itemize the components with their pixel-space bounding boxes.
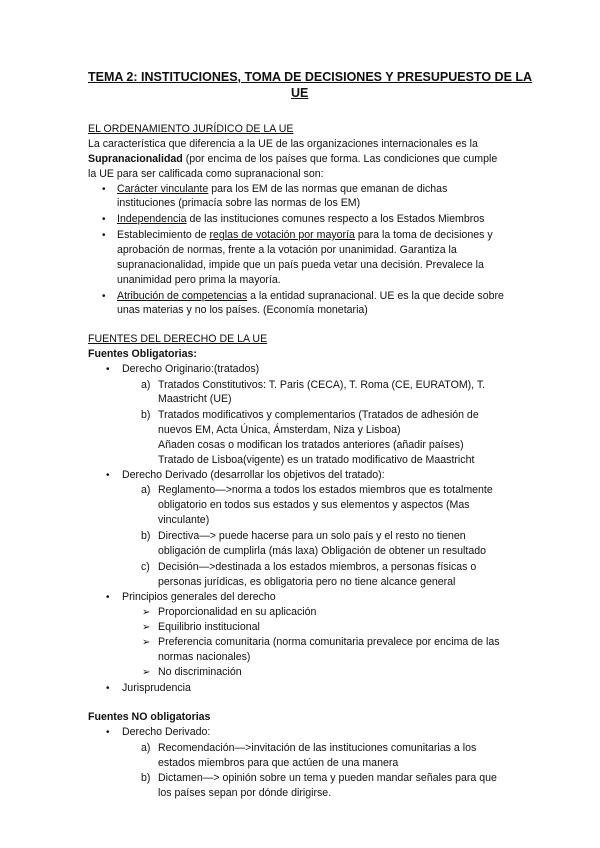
bullet-icon: • <box>106 683 110 694</box>
list-item <box>117 213 484 226</box>
list-item-text: para los EM de las normas que emanan de dichas <box>208 183 448 195</box>
list-marker: a) <box>141 379 151 391</box>
list-item-term: Independencia <box>117 213 187 225</box>
sublist-continuation: personas jurídicas, es obligatoria pero no tiene alcance general <box>158 576 456 588</box>
sublist-item: Decisión—>destinada a los estados miembros, a personas físicas o <box>158 561 477 573</box>
paragraph-line: La característica que diferencia a la UE de las organizaciones internacionales es la <box>88 138 478 150</box>
subheading-no-obligatorias: Fuentes NO obligatorias <box>88 711 211 723</box>
list-marker: a) <box>141 742 151 754</box>
list-marker: c) <box>141 561 150 573</box>
sublist-continuation: obligatorio en todos sus estados y sus elementos y aspectos (Mas <box>158 499 470 511</box>
section-heading-fuentes: FUENTES DEL DERECHO DE LA UE <box>88 333 268 345</box>
list-item-continuation: supranacionalidad, impide que un país pueda vetar una decisión. Prevalece la <box>117 259 484 271</box>
bullet-icon: • <box>102 291 106 302</box>
bullet-icon: • <box>102 230 106 241</box>
list-item-text: para la toma de decisiones y <box>354 229 493 241</box>
sublist-item: Tratados Constitutivos: T. Paris (CECA), T. Roma (CE, EURATOM), T. <box>158 379 486 391</box>
paragraph-text: (por encima de los países que forma. Las condiciones que cumple <box>182 153 498 165</box>
bullet-icon: • <box>102 184 106 195</box>
list-marker: a) <box>141 484 151 496</box>
sublist-item: Recomendación—>invitación de las instituciones comunitarias a los <box>158 742 477 754</box>
sublist-continuation: los países sepan por dónde dirigirse. <box>158 787 332 799</box>
sublist-item: Directiva—> puede hacerse para un solo país y el resto no tienen <box>158 530 466 542</box>
list-item-continuation: instituciones (primacía sobre las normas de los EM) <box>117 197 361 209</box>
paragraph-line <box>88 153 497 166</box>
list-item-term: Carácter vinculante <box>117 183 209 195</box>
list-item <box>117 229 493 242</box>
list-marker: b) <box>141 409 151 421</box>
list-item: Jurisprudencia <box>122 682 191 694</box>
list-item-text: a la entidad supranacional. UE es la que decide sobre <box>247 290 504 302</box>
arrow-bullet-icon: ➢ <box>142 637 151 648</box>
sublist-continuation: obligación de cumplirla (más laxa) Obligación de obtener un resultado <box>158 545 487 557</box>
list-item: Derecho Derivado: <box>122 726 211 738</box>
list-item-text: de las instituciones comunes respecto a los Estados Miembros <box>186 213 485 225</box>
bullet-icon: • <box>106 727 110 738</box>
arrow-bullet-icon: ➢ <box>142 607 151 618</box>
list-item: Derecho Derivado (desarrollar los objetivos del tratado): <box>122 469 385 481</box>
section-heading-ordenamiento: EL ORDENAMIENTO JURÍDICO DE LA UE <box>88 123 294 135</box>
sublist-continuation: normas nacionales) <box>158 651 251 663</box>
subheading-obligatorias: Fuentes Obligatorias: <box>88 348 197 360</box>
page-title-line-2: UE <box>291 86 309 100</box>
list-item-continuation: unas materias y no los países. (Economía monetaria) <box>117 304 368 316</box>
sublist-item: Tratados modificativos y complementarios (Tratados de adhesión de <box>158 409 479 421</box>
list-item: Derecho Originario:(tratados) <box>122 363 260 375</box>
bullet-icon: • <box>106 592 110 603</box>
arrow-bullet-icon: ➢ <box>142 622 151 633</box>
list-marker: b) <box>141 530 151 542</box>
sublist-continuation: nuevos EM, Acta Única, Ámsterdam, Niza y Lisboa) <box>158 424 401 436</box>
list-item-term: Atribución de competencias <box>117 290 248 302</box>
list-item-continuation: aprobación de normas, frente a la votación por unanimidad. Garantiza la <box>117 244 457 256</box>
sublist-item: Preferencia comunitaria (norma comunitaria prevalece por encima de las <box>158 636 500 648</box>
page-title-line-1: TEMA 2: INSTITUCIONES, TOMA DE DECISIONES Y PRESUPUESTO DE LA <box>88 70 533 84</box>
sublist-item: Equilibrio institucional <box>158 621 260 633</box>
sublist-continuation: Añaden cosas o modifican los tratados anteriores (añadir países) <box>158 439 464 451</box>
list-item: Principios generales del derecho <box>122 591 276 603</box>
list-item-term: reglas de votación por mayoría <box>209 229 355 241</box>
bullet-icon: • <box>106 364 110 375</box>
paragraph-line: la UE para ser calificada como supranacional son: <box>88 168 324 180</box>
bullet-icon: • <box>102 214 106 225</box>
sublist-item: Dictamen—> opinión sobre un tema y pueden mandar señales para que <box>158 772 497 784</box>
arrow-bullet-icon: ➢ <box>142 667 151 678</box>
sublist-continuation: estados miembros para que actúen de una manera <box>158 757 399 769</box>
list-item-continuation: unanimidad pero prima la mayoría. <box>117 274 281 286</box>
supranacionalidad-term: Supranacionalidad <box>88 153 183 165</box>
list-item <box>117 183 447 196</box>
sublist-continuation: vinculante) <box>158 514 210 526</box>
sublist-item: Reglamento—>norma a todos los estados miembros que es totalmente <box>158 484 493 496</box>
bullet-icon: • <box>106 470 110 481</box>
sublist-item: Proporcionalidad en su aplicación <box>158 606 317 618</box>
sublist-continuation: Tratado de Lisboa(vigente) es un tratado modificativo de Maastricht <box>158 454 475 466</box>
sublist-continuation: Maastricht (UE) <box>158 393 232 405</box>
list-item <box>117 290 504 303</box>
list-item-text: Establecimiento de <box>117 229 210 241</box>
list-marker: b) <box>141 772 151 784</box>
sublist-item: No discriminación <box>158 666 242 678</box>
